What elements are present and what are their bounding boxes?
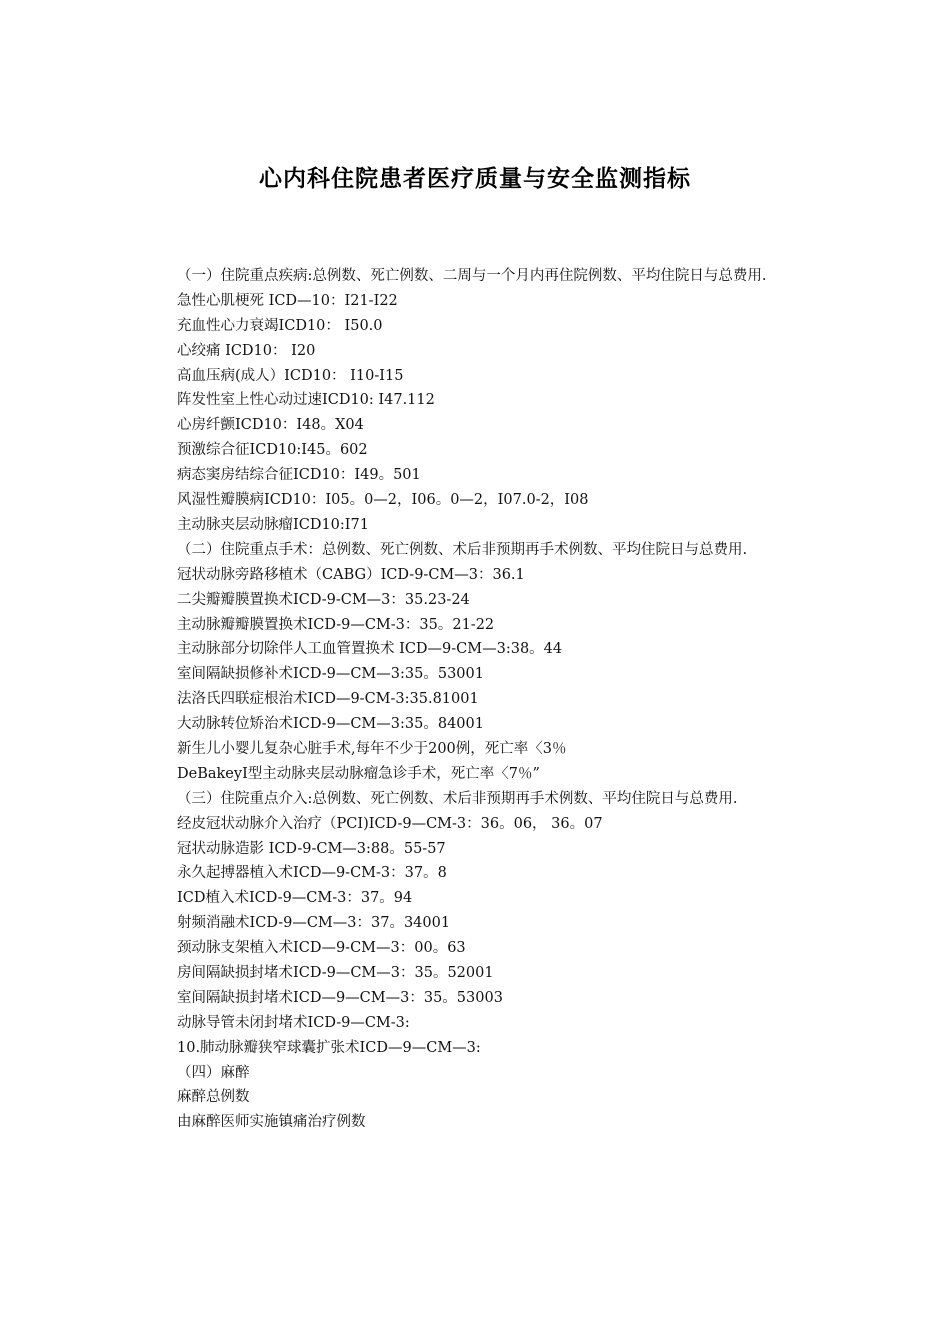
list-item: ICD植入术ICD-9—CM-3：37。94 <box>177 890 413 907</box>
list-item: 病态窦房结综合征ICD10：I49。501 <box>177 467 421 484</box>
list-item: 动脉导管未闭封堵术ICD-9—CM-3: <box>177 1014 410 1031</box>
list-item: 阵发性室上性心动过速ICD10: I47.112 <box>177 392 435 409</box>
document-title: 心内科住院患者医疗质量与安全监测指标 <box>259 166 691 192</box>
list-item: 充血性心力衰竭ICD10： I50.0 <box>177 317 383 334</box>
section-heading-inpatient-interventions: （三）住院重点介入:总例数、死亡例数、术后非预期再手术例数、平均住院日与总费用. <box>177 790 738 807</box>
list-item: 主动脉部分切除伴人工血管置换术 ICD—9-CM—3:38。44 <box>177 641 563 658</box>
list-item: 颈动脉支架植入术ICD—9-CM—3：00。63 <box>177 940 466 957</box>
list-item: 心绞痛 ICD10： I20 <box>177 342 316 359</box>
list-item: 高血压病(成人）ICD10： I10-I15 <box>177 367 404 384</box>
list-item: 麻醉总例数 <box>177 1089 250 1106</box>
list-item: 室间隔缺损封堵术ICD—9—CM—3：35。53003 <box>177 989 503 1006</box>
list-item: 大动脉转位矫治术ICD-9—CM—3:35。84001 <box>177 716 484 733</box>
list-item: 射频消融术ICD-9—CM—3：37。34001 <box>177 915 451 932</box>
list-item: 主动脉瓣瓣膜置换术ICD-9—CM-3：35。21-22 <box>177 616 495 633</box>
section-heading-anesthesia: （四）麻醉 <box>177 1064 250 1081</box>
list-item: 心房纤颤ICD10：I48。X04 <box>177 417 364 434</box>
list-item: 10.肺动脉瓣狭窄球囊扩张术ICD—9—CM—3: <box>177 1039 481 1056</box>
list-item: 风湿性瓣膜病ICD10：I05。0—2，I06。0—2，I07.0-2，I08 <box>177 492 589 509</box>
section-heading-inpatient-surgeries: （二）住院重点手术：总例数、死亡例数、术后非预期再手术例数、平均住院日与总费用. <box>177 541 748 558</box>
list-item: 法洛氏四联症根治术ICD—9-CM-3:35.81001 <box>177 691 479 708</box>
list-item: 预激综合征ICD10:I45。602 <box>177 442 368 459</box>
list-item: 二尖瓣瓣膜置换术ICD-9-CM—3：35.23-24 <box>177 591 470 608</box>
list-item: 经皮冠状动脉介入治疗（PCI)ICD-9—CM-3：36。06， 36。07 <box>177 815 603 832</box>
list-item: 冠状动脉旁路移植术（CABG）ICD-9-CM—3：36.1 <box>177 566 525 583</box>
list-item: 室间隔缺损修补术ICD-9—CM—3:35。53001 <box>177 666 484 683</box>
list-item: 主动脉夹层动脉瘤ICD10:I71 <box>177 516 369 533</box>
list-item: DeBakeyⅠ型主动脉夹层动脉瘤急诊手术，死亡率〈7％” <box>177 765 540 782</box>
list-item: 冠状动脉造影 ICD-9-CM—3:88。55-57 <box>177 840 446 857</box>
list-item: 急性心肌梗死 ICD—10：I21-I22 <box>177 292 398 309</box>
document-body <box>145 264 810 1135</box>
list-item: 新生儿小婴儿复杂心脏手术,每年不少于200例，死亡率〈3％ <box>177 740 567 757</box>
list-item: 房间隔缺损封堵术ICD-9—CM—3：35。52001 <box>177 964 494 981</box>
section-heading-inpatient-diseases: （一）住院重点疾病:总例数、死亡例数、二周与一个月内再住院例数、平均住院日与总费用. <box>177 268 767 284</box>
list-item: 由麻醉医师实施镇痛治疗例数 <box>177 1114 366 1131</box>
list-item: 永久起搏器植入术ICD—9-CM-3：37。8 <box>177 865 447 882</box>
